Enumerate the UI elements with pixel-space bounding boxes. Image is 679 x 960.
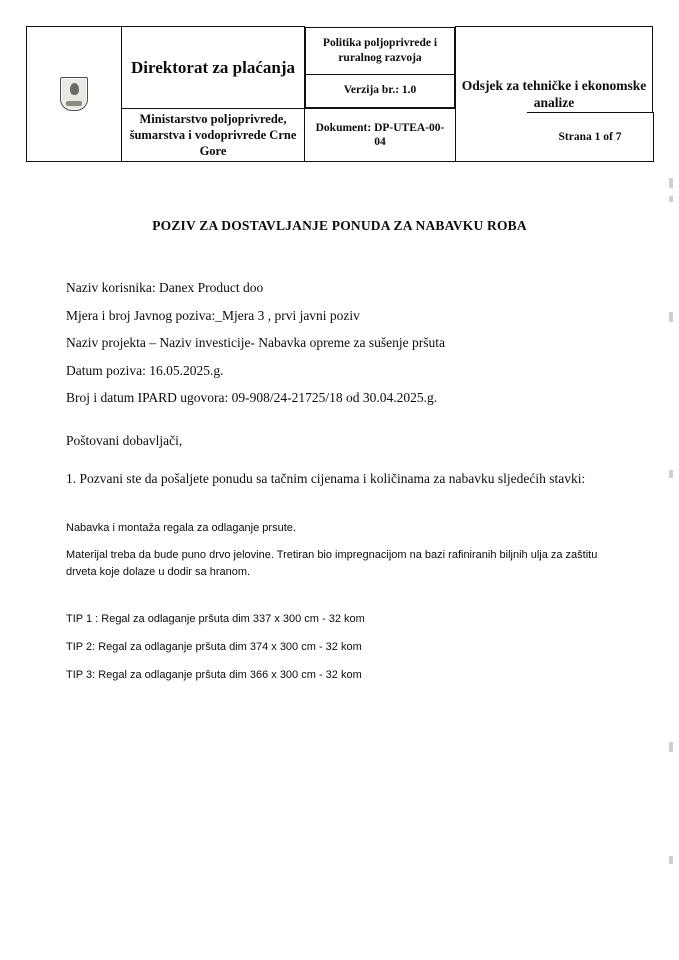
department-title: Odsjek za tehničke i ekonomske analize [456, 27, 653, 162]
paragraph-procurement: Nabavka i montaža regala za odlaganje prsute. [66, 522, 296, 534]
document-number-inner [309, 112, 451, 158]
logo-cell [27, 27, 122, 162]
meta-line-project: Naziv projekta – Naziv investicije- Nabavka opreme za sušenje pršuta [66, 335, 445, 351]
version-row [306, 74, 455, 107]
meta-line-beneficiary: Naziv korisnika: Danex Product doo [66, 280, 264, 295]
policy-version-table [305, 27, 455, 108]
ministry-name: Ministarstvo poljoprivrede, šumarstva i vodoprivrede Crne Gore [122, 108, 305, 162]
scan-artifact [669, 312, 673, 322]
policy-label: Politika poljoprivrede i ruralnog razvoja [306, 27, 455, 74]
list-item-tip1: TIP 1 : Regal za odlaganje pršuta dim 337 x 300 cm - 32 kom [66, 613, 365, 625]
scan-artifact [669, 178, 673, 188]
scan-artifact [669, 470, 673, 478]
document-number-label: Dokument: DP-UTEA-00-04 [315, 121, 445, 148]
policy-row [306, 27, 455, 74]
list-item-tip3: TIP 3: Regal za odlaganje pršuta dim 366 x 300 cm - 32 kom [66, 669, 362, 682]
item-specification-list [66, 613, 606, 697]
document-number-row [309, 112, 451, 158]
coat-of-arms-icon [60, 77, 88, 111]
metadata-block [66, 280, 626, 418]
meta-line-contract: Broj i datum IPARD ugovora: 09-908/24-21725/18 od 30.04.2025.g. [66, 390, 438, 406]
list-item-tip2: TIP 2: Regal za odlaganje pršuta dim 374 x 300 cm - 32 kom [66, 641, 362, 654]
meta-line-date: Datum poziva: 16.05.2025.g. [66, 362, 224, 378]
document-number [305, 108, 456, 162]
page-indicator: Strana 1 of 7 [527, 112, 654, 162]
meta-line-measure: Mjera i broj Javnog poziva:_Mjera 3 , prvi javni poziv [66, 307, 360, 323]
paragraph-material: Materijal treba da bude puno drvo jelovine. Tretiran bio impregnacijom na bazi rafiniranih biljnih ulja za zaštitu drveta koje dolaze u dodir sa hranom. [66, 549, 598, 579]
header-row-top [27, 27, 653, 109]
scan-artifact [669, 856, 673, 864]
organisation-title: Direktorat za plaćanja [122, 27, 305, 109]
invitation-item-1: 1. Pozvani ste da pošaljete ponudu sa tačnim cijenama i količinama za nabavku sljedećih stavki: [66, 471, 586, 486]
policy-version-cell [305, 27, 456, 109]
scan-artifact [669, 742, 673, 752]
scan-artifact [669, 196, 673, 202]
page-title: POZIV ZA DOSTAVLJANJE PONUDA ZA NABAVKU ROBA [152, 218, 527, 233]
salutation: Poštovani dobavljači, [66, 433, 183, 448]
version-label: Verzija br.: 1.0 [306, 74, 455, 107]
